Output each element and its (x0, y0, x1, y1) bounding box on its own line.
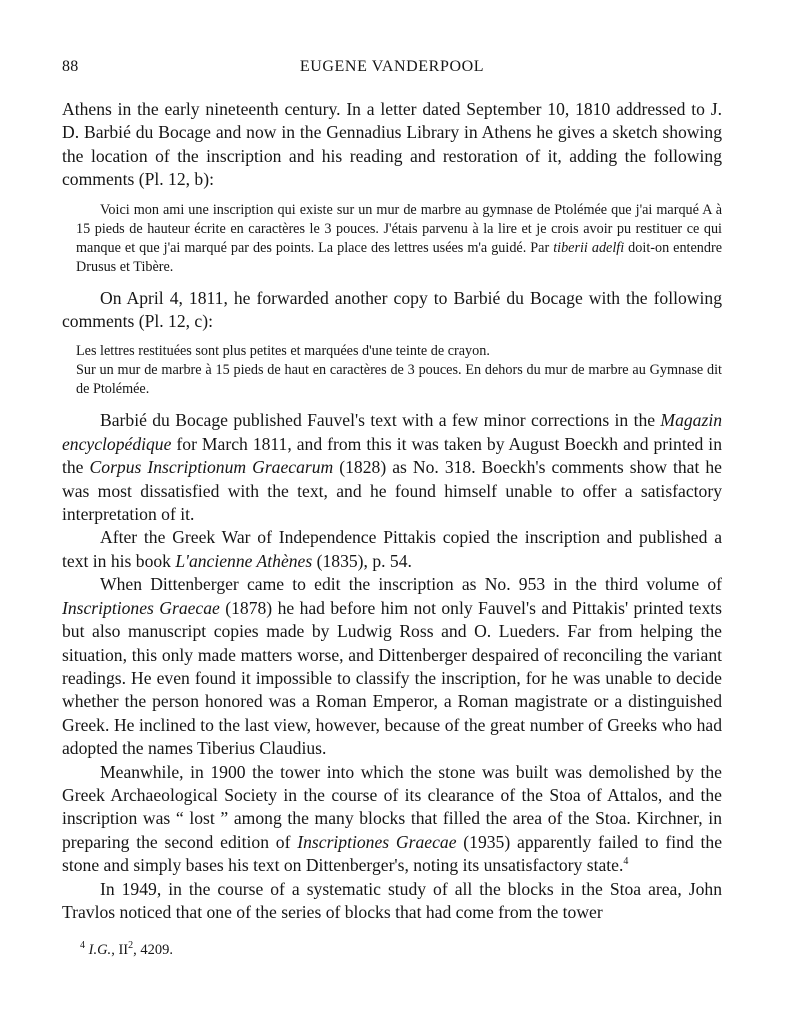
footnote: $^4$ I.G., $II^2$, 4209. (80, 940, 173, 958)
footnote-abbrev: I.G. (88, 942, 112, 958)
paragraph-2: On April 4, 1811, he forwarded another copy to Barbié du Bocage with the following comments (Pl. 12, c): (62, 287, 722, 332)
footnote-mark: 4 (80, 940, 85, 952)
page-header (62, 58, 722, 80)
paragraph-1: Athens in the early nineteenth century. In a letter dated September 10, 1810 addressed to J. D. Barbié du Bocage and now in the Gennadius Library in Athens he gives a sketch showing the location of the inscription and his reading and restoration of it, adding the following comments (Pl. 12, b): (62, 99, 722, 190)
footnote-ref[interactable]: 4 (623, 856, 629, 868)
body-text (62, 98, 722, 924)
page-number: 88 (62, 58, 79, 75)
quote-1-text: Voici mon ami une inscription qui existe sur un mur de marbre au gymnase de Ptolémée que j'ai marqué A à 15 pieds de hauteur écrite en caractères le 3 pouces. J'étais parvenu à la lire et je crois avoir pu restituer ce qui manque et que j'ai marqué par des points. La place des lettres usées m'a guidé. Par tiberii adelfi doit-on entendre Drusus et Tibère. (76, 201, 723, 275)
paragraph-6: Meanwhile, in 1900 the tower into which the stone was built was demolished by the Greek Archaeological Society in the course of its clearance of the Stoa of Attalos, and the inscription was “ lost ” among the many blocks that filled the area of the Stoa. Kirchner, in preparing the second edition of Inscriptiones Graecae (1935) apparently failed to find the stone and simply bases his text on Dittenberger's, noting its unsatisfactory state.$^4$ (62, 761, 723, 876)
quote-2-line-2: Sur un mur de marbre à 15 pieds de haut en caractères de 3 pouces. En dehors du mur de marbre au Gymnase dit de Ptolémée. (76, 362, 722, 398)
block-quote-2 (76, 342, 722, 399)
paragraph-7: In 1949, in the course of a systematic study of all the blocks in the Stoa area, John Travlos noticed that one of the series of blocks that had come from the tower (62, 878, 722, 922)
running-head: EUGENE VANDERPOOL (299, 58, 485, 75)
paragraph-3: Barbié du Bocage published Fauvel's text with a few minor corrections in the Magazin encyclopédique for March 1811, and from this it was taken by August Boeckh and printed in the Corpus Inscriptionum Graecarum (1828) as No. 318. Boeckh's comments show that he was most dissatisfied with the text, and he found himself unable to offer a satisfactory interpretation of it. (62, 410, 722, 525)
block-quote-1 (76, 201, 722, 277)
page (62, 58, 722, 924)
paragraph-5: When Dittenberger came to edit the inscription as No. 953 in the third volume of Inscriptiones Graecae (1878) he had before him not only Fauvel's and Pittakis' printed texts but also manuscript copies made by Ludwig Ross and O. Lueders. Far from helping the situation, this only made matters worse, and Dittenberger despaired of reconciling the variant readings. He even found it impossible to classify the inscription, for he was unable to decide whether the person honored was a Roman Emperor, a Roman magistrate or a distinguished Greek. He inclined to the last view, however, because of the great number of Greeks who had adopted the names Tiberius Claudius. (62, 574, 722, 759)
quote-2-line-1: Les lettres restituées sont plus petites et marquées d'une teinte de crayon. (76, 343, 490, 360)
paragraph-4: After the Greek War of Independence Pittakis copied the inscription and published a text in his book L'ancienne Athènes (1835), p. 54. (62, 527, 722, 571)
